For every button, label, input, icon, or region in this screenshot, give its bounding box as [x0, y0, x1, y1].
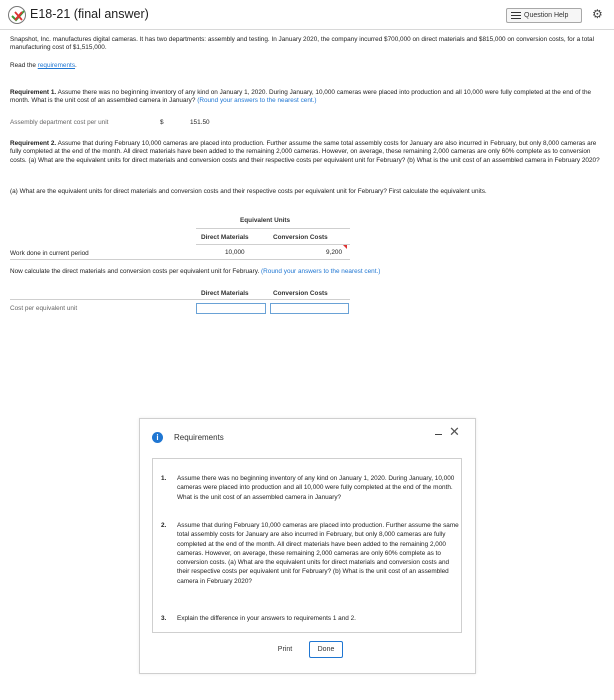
cc-cost-input[interactable] — [270, 303, 349, 314]
close-icon[interactable]: ✕ — [449, 424, 460, 439]
requirements-dialog — [139, 418, 476, 674]
item-text: Explain the difference in your answers to requirements 1 and 2. — [177, 615, 356, 622]
item-number: 2. — [161, 522, 167, 529]
part-a-question: (a) What are the equivalent units for direct materials and conversion costs and their respective costs per equivalent unit for February? First calculate the equivalent units. — [10, 188, 487, 195]
divider — [10, 259, 350, 260]
cost-col-direct-materials: Direct Materials — [201, 290, 249, 297]
requirement-1-text — [10, 89, 606, 106]
question-help-button[interactable] — [506, 8, 582, 23]
print-button[interactable]: Print — [270, 641, 300, 658]
cost-instruction-text: Now calculate the direct materials and conversion costs per equivalent unit for February. — [10, 268, 262, 275]
info-icon: i — [152, 432, 163, 443]
partial-credit-icon — [8, 6, 26, 24]
cost-per-unit-label: Cost per equivalent unit — [10, 305, 78, 312]
cost-instruction — [10, 268, 606, 276]
dm-cost-input[interactable] — [196, 303, 266, 314]
divider — [10, 299, 350, 300]
dialog-header — [140, 419, 475, 457]
requirement-2-body: Assume that during February 10,000 cameras are placed into production. Further assume the same total assembly costs for January are also incurred in February, but only 8,000 cameras are fully completed at the end of the month. All direct materials have been added to the remaining 2,000 cameras. However, on average, these remaining 2,000 cameras are only 60% complete as to conversion costs. (a) What are the equivalent units for direct materials and conversion costs and their respective costs per equivalent unit for February? (b) What is the unit cost of an assembled camera in February 2020? — [10, 140, 600, 164]
gear-icon[interactable]: ⚙ — [592, 7, 603, 21]
assembly-cost-value[interactable]: 151.50 — [190, 119, 210, 126]
eq-col-conversion-costs: Conversion Costs — [273, 234, 328, 241]
item-number: 3. — [161, 615, 167, 622]
list-icon — [511, 12, 521, 19]
done-button[interactable]: Done — [309, 641, 343, 658]
minimize-button[interactable] — [435, 434, 442, 435]
eq-col-direct-materials: Direct Materials — [201, 234, 249, 241]
requirements-link[interactable]: requirements — [37, 62, 76, 69]
page-title: E18-21 (final answer) — [30, 7, 149, 21]
cost-instruction-hint: (Round your answers to the nearest cent.) — [261, 268, 381, 275]
requirement-1-body: Assume there was no beginning inventory of any kind on January 1, 2020. During January, 10,000 cameras were placed into production and all 10,000 were fully completed at the end of the month. What is the unit cost of an assembled camera in January? — [10, 89, 592, 105]
item-text: Assume that during February 10,000 cameras are placed into production. Further assume the same total assembly costs for January are also incurred in February, but only 8,000 cameras are fully completed at the end of the month. All direct materials have been added to the remaining 2,000 cameras. However, on average, these remaining 2,000 cameras are only 60% complete as to conversion costs. (a) What are the equivalent units for direct materials and conversion costs and their respective costs per equivalent unit for February? (b) What is the unit cost of an assembled camera in February 2020? — [177, 522, 459, 585]
equivalent-units-title: Equivalent Units — [240, 217, 291, 224]
eq-cc-value[interactable]: 9,200 — [326, 249, 342, 256]
currency-symbol: $ — [160, 119, 164, 126]
item-number: 1. — [161, 475, 167, 482]
header-bar — [0, 0, 614, 30]
read-period: . — [75, 62, 77, 69]
requirements-list — [152, 458, 462, 633]
error-marker — [343, 245, 347, 249]
work-done-label: Work done in current period — [10, 250, 89, 257]
requirement-2-label: Requirement 2. — [10, 140, 57, 147]
eq-dm-value[interactable]: 10,000 — [225, 249, 245, 256]
divider — [196, 244, 350, 245]
read-the-text: Read the — [10, 62, 38, 69]
requirement-2-text — [10, 140, 606, 165]
dialog-title: Requirements — [174, 433, 224, 442]
requirement-1-hint: (Round your answers to the nearest cent.) — [197, 97, 317, 105]
item-text: Assume there was no beginning inventory of any kind on January 1, 2020. During January, 10,000 cameras were placed into production and all 10,000 were fully completed at the end of the month. What is the unit cost of an assembled camera in January? — [177, 475, 455, 501]
cost-col-conversion-costs: Conversion Costs — [273, 290, 328, 297]
requirement-1-label: Requirement 1. — [10, 89, 57, 96]
divider — [196, 228, 350, 229]
question-help-label: Question Help — [524, 11, 569, 19]
intro-text: Snapshot, Inc. manufactures digital cameras. It has two departments: assembly and testing. In January 2020, the company incurred $700,000 on direct materials and $815,000 on conversion costs, for a total manufacturing cost of $1,515,000. — [10, 36, 595, 52]
read-requirements — [10, 62, 606, 70]
assembly-cost-label: Assembly department cost per unit — [10, 119, 109, 126]
